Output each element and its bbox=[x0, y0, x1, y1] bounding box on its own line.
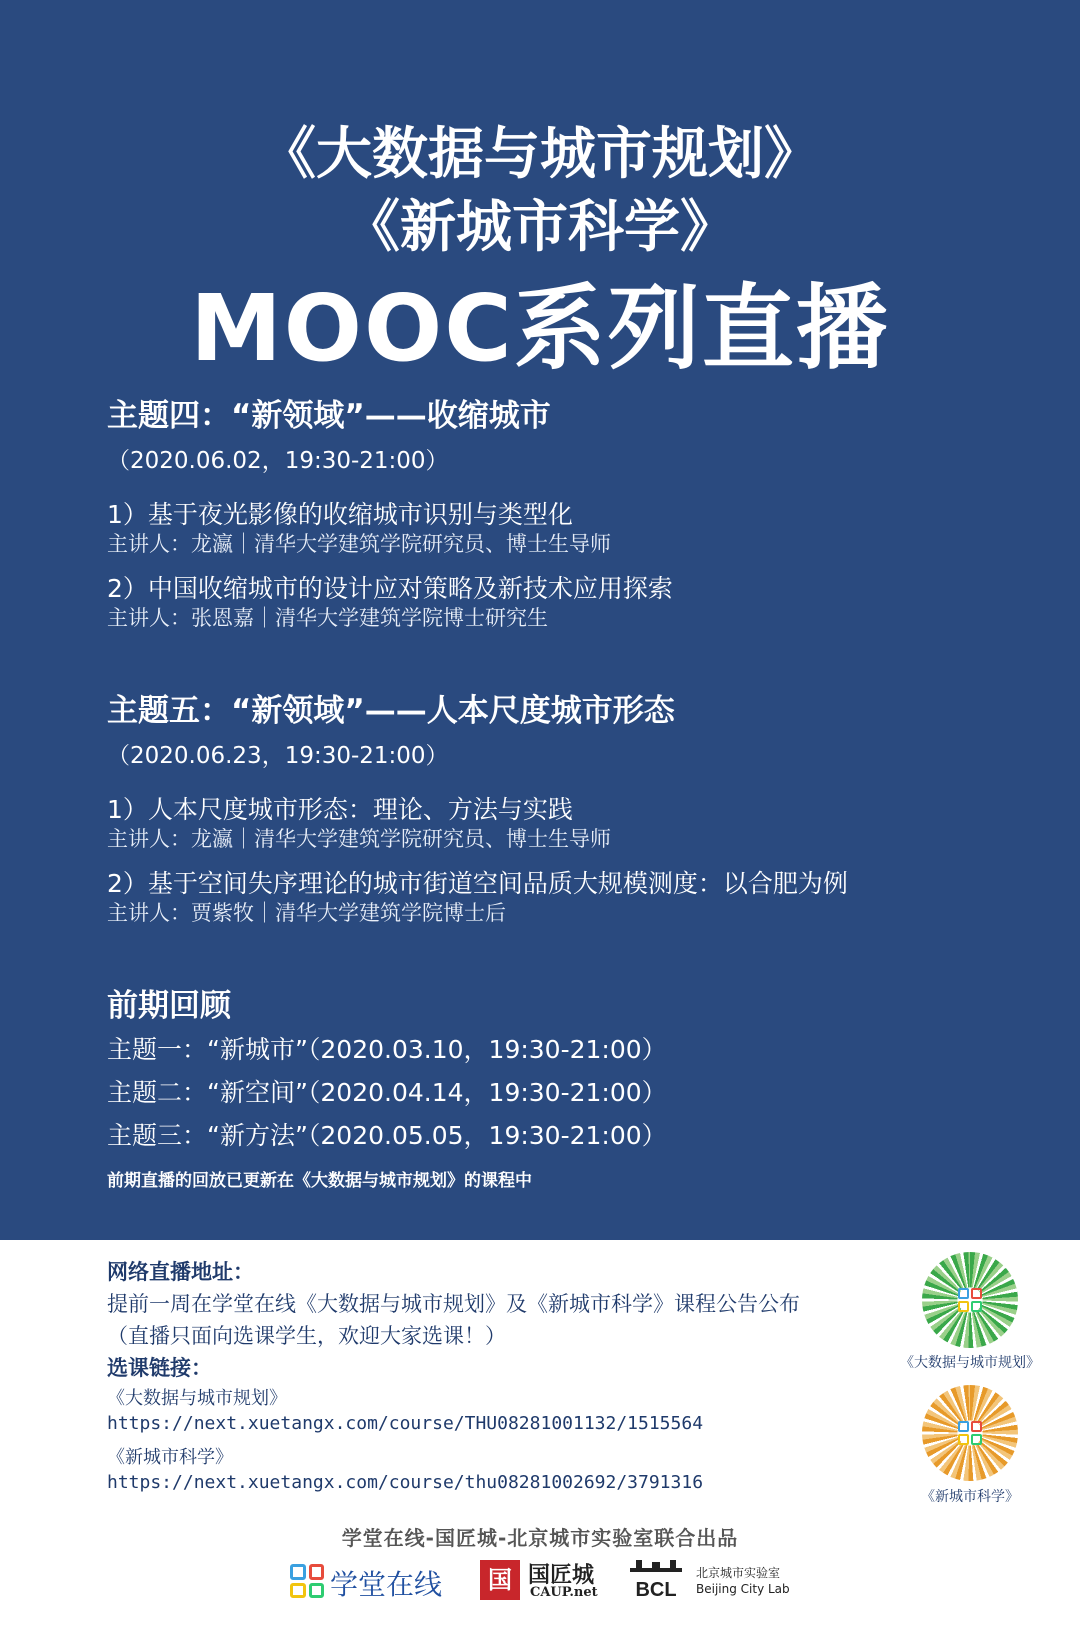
topic5-talk2-title: 2）基于空间失序理论的城市街道空间品质大规模测度：以合肥为例 bbox=[107, 869, 848, 898]
caup-logo-icon: 国 bbox=[480, 1560, 520, 1600]
bcl-logo-icon bbox=[630, 1560, 682, 1600]
course2-name: 《新城市科学》 bbox=[107, 1447, 233, 1468]
qr-code-course2[interactable] bbox=[922, 1385, 1018, 1481]
title-course-2: 《新城市科学》 bbox=[344, 195, 736, 260]
bcl-logo-name-en: Beijing City Lab bbox=[696, 1582, 790, 1596]
review-item: 主题二：“新空间”（2020.04.14，19:30-21:00） bbox=[107, 1078, 667, 1107]
topic4-talk1-title: 1）基于夜光影像的收缩城市识别与类型化 bbox=[107, 500, 573, 529]
title-course-1: 《大数据与城市规划》 bbox=[260, 122, 820, 187]
topic4-talk2-speaker: 主讲人：张恩嘉｜清华大学建筑学院博士研究生 bbox=[107, 606, 548, 630]
topic5-talk1-speaker: 主讲人：龙瀛｜清华大学建筑学院研究员、博士生导师 bbox=[107, 827, 611, 851]
live-address-note: （直播只面向选课学生，欢迎大家选课！） bbox=[107, 1324, 506, 1348]
topic4-talk2-title: 2）中国收缩城市的设计应对策略及新技术应用探索 bbox=[107, 574, 673, 603]
qr2-caption: 《新城市科学》 bbox=[921, 1489, 1019, 1505]
topic4-heading: 主题四：“新领域”——收缩城市 bbox=[107, 398, 551, 434]
caup-logo-text: 国匠城 bbox=[528, 1563, 595, 1588]
course1-name: 《大数据与城市规划》 bbox=[107, 1388, 287, 1409]
caup-logo-subtext: CAUP.net bbox=[530, 1585, 598, 1600]
review-item: 主题三：“新方法”（2020.05.05，19:30-21:00） bbox=[107, 1121, 667, 1150]
course2-link[interactable]: https://next.xuetangx.com/course/thu08281002692/3791316 bbox=[107, 1472, 704, 1493]
bcl-logo-text: BCL bbox=[635, 1579, 677, 1600]
xuetang-logo-text: 学堂在线 bbox=[330, 1568, 443, 1601]
topic4-talk1-speaker: 主讲人：龙瀛｜清华大学建筑学院研究员、博士生导师 bbox=[107, 532, 611, 556]
qr1-caption: 《大数据与城市规划》 bbox=[900, 1355, 1040, 1371]
review-note: 前期直播的回放已更新在《大数据与城市规划》的课程中 bbox=[107, 1171, 532, 1191]
title-mooc-live: MOOC系列直播 bbox=[190, 275, 890, 382]
qr-code-course1[interactable] bbox=[922, 1252, 1018, 1348]
topic5-talk2-speaker: 主讲人：贾紫牧｜清华大学建筑学院博士后 bbox=[107, 901, 506, 925]
credit-line: 学堂在线-国匠城-北京城市实验室联合出品 bbox=[341, 1526, 739, 1550]
xuetang-logo-icon bbox=[290, 1564, 324, 1598]
bcl-logo-name-cn: 北京城市实验室 bbox=[696, 1566, 781, 1580]
topic5-heading: 主题五：“新领域”——人本尺度城市形态 bbox=[107, 693, 675, 729]
live-address-text: 提前一周在学堂在线《大数据与城市规划》及《新城市科学》课程公告公布 bbox=[107, 1292, 800, 1316]
review-heading: 前期回顾 bbox=[107, 988, 231, 1024]
live-address-heading: 网络直播地址： bbox=[107, 1260, 254, 1284]
topic5-talk1-title: 1）人本尺度城市形态：理论、方法与实践 bbox=[107, 795, 573, 824]
course-link-heading: 选课链接： bbox=[107, 1356, 212, 1380]
topic5-date: （2020.06.23，19:30-21:00） bbox=[107, 743, 449, 769]
xuetang-mini-icon bbox=[958, 1421, 982, 1445]
topic4-date: （2020.06.02，19:30-21:00） bbox=[107, 448, 449, 474]
xuetang-mini-icon bbox=[958, 1288, 982, 1312]
course1-link[interactable]: https://next.xuetangx.com/course/THU08281001132/1515564 bbox=[107, 1413, 704, 1434]
review-item: 主题一：“新城市”（2020.03.10，19:30-21:00） bbox=[107, 1035, 667, 1064]
